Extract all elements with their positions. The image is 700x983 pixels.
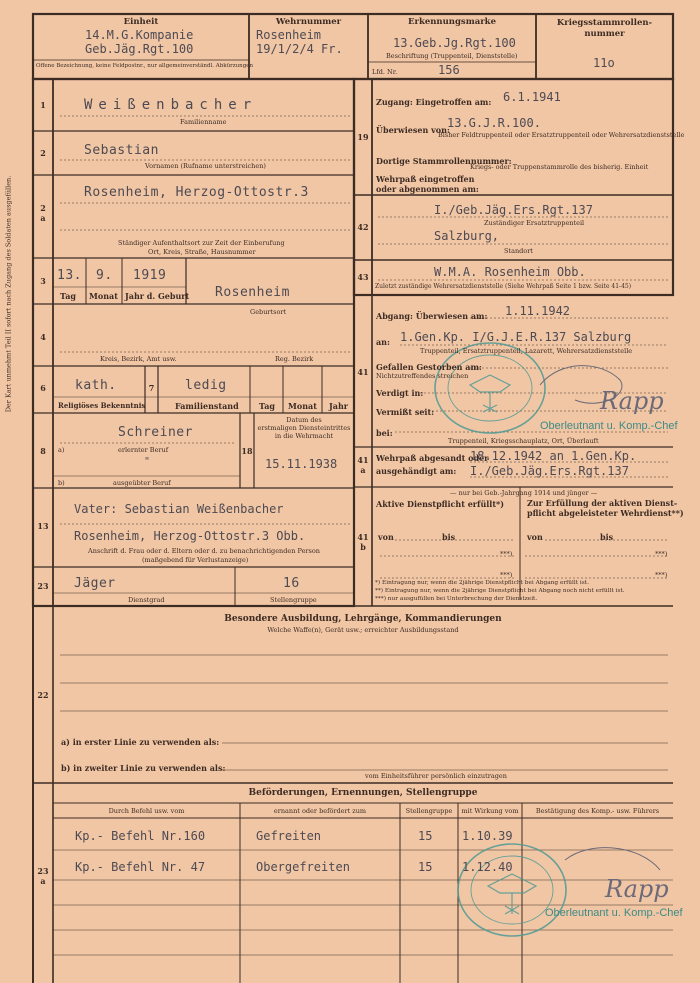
- side-note: Der Kart unmehmt Teil II sofort nach Zugang des Soldaten ausgefüllen.: [4, 175, 13, 413]
- erkennungsmarke-value: 13.Geb.Jg.Rgt.100: [393, 36, 516, 50]
- anschrift-label2: (maßgebend für Verlustanzeige): [142, 556, 249, 564]
- ksr-label-2: nummer: [584, 29, 625, 39]
- row-num-4: 4: [40, 332, 46, 342]
- foot-2: **) Eintragung nur, wenn die 2jährige Dienstpflicht bei Abgang noch nicht erfüllt ist.: [375, 588, 625, 594]
- signature-1: Rapp: [600, 387, 664, 415]
- geburtsort-value: Rosenheim: [215, 285, 290, 300]
- vermisst-label: Vermißt seit:: [376, 407, 435, 417]
- bei-label: bei:: [376, 428, 393, 438]
- einheit-label: Einheit: [123, 17, 159, 27]
- stars-right-2: ***): [655, 571, 668, 579]
- r7-tag-label: Tag: [259, 401, 275, 411]
- ueberwiesen-label: Überwiesen von:: [376, 125, 450, 135]
- beruf-b-label: ausgeübter Beruf: [113, 479, 171, 487]
- abgesandt-label-2: ausgehändigt am:: [376, 466, 457, 476]
- row-num-2: 2: [40, 148, 46, 158]
- vorname-value: Sebastian: [84, 143, 159, 158]
- wehrpass-label-2: oder abgenommen am:: [376, 184, 479, 194]
- reg-bezirk-label: Reg. Bezirk: [275, 355, 314, 363]
- diensteintritt-label2: erstmaligen Diensteintrittes: [257, 424, 351, 432]
- foot-1: *) Eintragung nur, wenn die 2jährige Dienstpflicht bei Abgang erfüllt ist.: [375, 580, 589, 586]
- ueberwiesen-note: Bisher Feldtruppenteil oder Ersatztruppenteil oder Wehrersatzdienststelle: [438, 131, 685, 139]
- wehrnummer-label: Wehrnummer: [275, 17, 342, 27]
- zweiter-linie-label: b) in zweiter Linie zu verwenden als:: [61, 763, 226, 773]
- zugang-value: 6.1.1941: [503, 90, 561, 104]
- anschrift-line2: Rosenheim, Herzog-Ottostr.3 Obb.: [74, 529, 306, 543]
- row-num-41b: 41 b: [357, 532, 369, 552]
- aufenthaltsort-label2: Ort, Kreis, Straße, Hausnummer: [148, 248, 256, 256]
- familienstand-label: Familienstand: [175, 401, 239, 411]
- familienname-label: Familienname: [180, 118, 227, 126]
- row1-rang: Gefreiten: [256, 829, 322, 843]
- an-value: 1.Gen.Kp. I/G.J.E.R.137 Salzburg: [400, 330, 632, 344]
- beruf-a: a): [58, 446, 65, 454]
- vorname-label: Vornamen (Rufname unterstreichen): [145, 162, 266, 170]
- stars-right-1: ***): [655, 550, 668, 558]
- ksr-value: 11o: [593, 56, 615, 70]
- col-datum: mit Wirkung vom: [461, 807, 519, 815]
- row-num-23a: 23 a: [37, 866, 49, 886]
- an-note: Truppenteil, Ersatztruppenteil, Lazarett, Wehrersatzdienststelle: [420, 347, 633, 355]
- geburtsort-label: Geburtsort: [250, 308, 287, 316]
- anschrift-line1: Vater: Sebastian Weißenbacher: [74, 502, 284, 516]
- erster-linie-label: a) in erster Linie zu verwenden als:: [61, 737, 220, 747]
- diensteintritt-label3: in die Wehrmacht: [274, 432, 334, 440]
- row-num-1: 1: [40, 100, 46, 110]
- standort-value: Salzburg,: [434, 229, 500, 243]
- religion-value: kath.: [75, 378, 117, 393]
- familienname-value: Weißenbacher: [84, 97, 258, 113]
- unit-stamp-1: [435, 343, 545, 433]
- wehrnummer-line1: Rosenheim: [256, 28, 322, 42]
- row-num-42: 42: [357, 222, 369, 232]
- ksr-label-1: Kriegsstammrollen-: [556, 18, 653, 28]
- geburt-monat-label: Monat: [89, 291, 118, 301]
- abgesandt-value1: 18.12.1942 an 1.Gen.Kp.: [470, 449, 637, 463]
- row1-stelle: 15: [418, 829, 433, 843]
- ueberwiesen-value: 13.G.J.R.100.: [447, 116, 541, 130]
- beruf-a-label: erlernter Beruf: [118, 446, 169, 454]
- stars-left-2: ***): [500, 571, 513, 579]
- beruf-ditto: ": [144, 456, 151, 467]
- row-num-2a: 2 a: [40, 203, 46, 223]
- row1-befehl: Kp.- Befehl Nr.160: [75, 829, 206, 843]
- erkennungsmarke-note: Beschriftung (Truppenteil, Dienststelle): [386, 52, 518, 60]
- gefallen-note: Nichtzutreffendes streichen: [376, 372, 469, 380]
- row-num-19: 19: [357, 132, 369, 142]
- lfd-nr-label: Lfd. Nr.: [372, 68, 398, 76]
- geburt-monat-value: 9.: [96, 268, 113, 283]
- row-num-18: 18: [241, 446, 253, 456]
- geburt-tag-value: 13.: [57, 268, 82, 283]
- bis-label-right: bis: [600, 532, 614, 542]
- row-num-3: 3: [40, 276, 46, 286]
- von-label-right: von: [527, 532, 543, 542]
- abgang-label: Abgang: Überwiesen am:: [376, 311, 488, 321]
- col-rang: ernannt oder befördert zum: [273, 807, 367, 815]
- beruf-value: Schreiner: [118, 425, 193, 440]
- row2-befehl: Kp.- Befehl Nr. 47: [75, 860, 206, 874]
- wehrpass-label-1: Wehrpaß eingetroffen: [376, 174, 475, 184]
- row-num-13: 13: [37, 521, 49, 531]
- dienstgrad-value: Jäger: [74, 576, 116, 591]
- beruf-b: b): [58, 479, 65, 487]
- geburt-tag-label: Tag: [60, 291, 76, 301]
- row-num-41a: 41 a: [357, 455, 369, 475]
- ausbildung-subtitle: Welche Waffe(n), Gerät usw.; erreichter Ausbildungsstand: [267, 626, 459, 634]
- gefallen-label: Gefallen Gestorben am:: [376, 362, 482, 372]
- einheit-note: Offene Bezeichnung, keine Feldpostnr., nur allgemeinverständl. Abkürzungen: [36, 63, 254, 69]
- row1-datum: 1.10.39: [462, 829, 513, 843]
- row-num-41: 41: [357, 367, 369, 377]
- ersatztruppenteil-value: I./Geb.Jäg.Ers.Rgt.137: [434, 203, 593, 217]
- lfd-nr-value: 156: [438, 63, 460, 77]
- bis-label-left: bis: [442, 532, 456, 542]
- r7-monat-label: Monat: [288, 401, 317, 411]
- ausbildung-title: Besondere Ausbildung, Lehrgänge, Kommandierungen: [224, 614, 502, 624]
- stellengruppe-value: 16: [283, 576, 300, 591]
- row-num-7: 7: [148, 383, 155, 393]
- abgesandt-value2: I./Geb.Jäg.Ers.Rgt.137: [470, 464, 629, 478]
- verdigt-label: Verdigt in:: [376, 388, 424, 398]
- wehrersatz-label: Zuletzt zuständige Wehrersatzdienststelle (Siehe Wehrpaß Seite 1 bzw. Seite 41-45): [375, 283, 632, 290]
- geburt-jahr-value: 1919: [133, 268, 167, 283]
- ersatztruppenteil-label: Zuständiger Ersatztruppenteil: [484, 219, 585, 227]
- stammrolle-note: Kriegs- oder Truppenstammrolle des bisherig. Einheit: [470, 163, 649, 171]
- zugang-label: Zugang: Eingetroffen am:: [376, 97, 492, 107]
- abgesandt-label-1: Wehrpaß abgesandt oder: [376, 453, 489, 463]
- aufenthaltsort-value: Rosenheim, Herzog-Ottostr.3: [84, 185, 309, 200]
- geburt-jahr-label: Jahr d. Geburt: [125, 291, 190, 301]
- stamp1-text: Oberleutnant u. Komp.-Chef: [540, 420, 678, 432]
- erkennungsmarke-label: Erkennungsmarke: [408, 17, 496, 27]
- bei-note: Truppenteil, Kriegsschauplatz, Ort, Überlauft: [448, 437, 599, 445]
- row-num-22: 22: [37, 690, 49, 700]
- diensteintritt-label1: Datum des: [286, 416, 322, 424]
- einheit-line1: 14.M.G.Kompanie: [85, 28, 194, 42]
- anschrift-label1: Anschrift d. Frau oder d. Eltern oder d. zu benachrichtigenden Person: [88, 547, 320, 555]
- row2-stelle: 15: [418, 860, 433, 874]
- row2-rang: Obergefreiten: [256, 860, 350, 874]
- row-num-6: 6: [40, 383, 46, 393]
- aktive-dienstpflicht-label: Aktive Dienstpflicht erfüllt*): [376, 499, 505, 509]
- unit-stamp-2: [458, 844, 566, 936]
- wehrnummer-line2: 19/1/2/4 Fr.: [256, 42, 343, 56]
- abgang-value: 1.11.1942: [505, 304, 571, 318]
- standort-label: Standort: [504, 247, 533, 255]
- erfuellung-label-1: Zur Erfüllung der aktiven Dienst-: [527, 498, 678, 508]
- row-num-8: 8: [40, 446, 46, 456]
- col-bestaetigung: Bestätigung des Komp.- usw. Führers: [535, 807, 660, 815]
- wehrersatz-value: W.M.A. Rosenheim Obb.: [434, 265, 586, 279]
- col-befehl: Durch Befehl usw. vom: [108, 807, 185, 815]
- stars-left-1: ***): [500, 550, 513, 558]
- diensteintritt-value: 15.11.1938: [265, 457, 338, 471]
- erfuellung-label-2: pflicht abgeleisteter Wehrdienst**): [527, 508, 684, 518]
- row-num-23: 23: [37, 581, 49, 591]
- dienstgrad-label: Dienstgrad: [128, 596, 165, 604]
- einheitsfuehrer-note: vom Einheitsführer persönlich einzutragen: [365, 772, 507, 780]
- einheit-line2: Geb.Jäg.Rgt.100: [85, 42, 194, 56]
- r7-jahr-label: Jahr: [329, 401, 348, 411]
- foot-3: ***) nur ausgufüllen bei Unterbrechung der Dienstzeit.: [375, 596, 538, 602]
- kreis-label: Kreis, Bezirk, Amt usw.: [100, 355, 177, 363]
- col-stelle: Stellengruppe: [405, 807, 453, 815]
- row2-datum: 1.12.40: [462, 860, 513, 874]
- stellengruppe-label: Stellengruppe: [270, 596, 317, 604]
- jahrgang-note: — nur bei Geb.-Jahrgang 1914 und jünger —: [450, 489, 598, 497]
- row-num-43: 43: [357, 272, 369, 282]
- aufenthaltsort-label1: Ständiger Aufenthaltsort zur Zeit der Einberufung: [118, 239, 285, 247]
- befoerderungen-title: Beförderungen, Ernennungen, Stellengruppe: [248, 788, 478, 798]
- religion-label: Religiöses Bekenntnis: [58, 401, 146, 410]
- signature-2: Rapp: [605, 875, 669, 903]
- familienstand-value: ledig: [185, 378, 227, 393]
- an-label: an:: [376, 337, 390, 347]
- stammrolle-label: Dortige Stammrollennummer:: [376, 156, 512, 166]
- von-label-left: von: [378, 532, 394, 542]
- stamp2-text: Oberleutnant u. Komp.-Chef: [545, 907, 683, 919]
